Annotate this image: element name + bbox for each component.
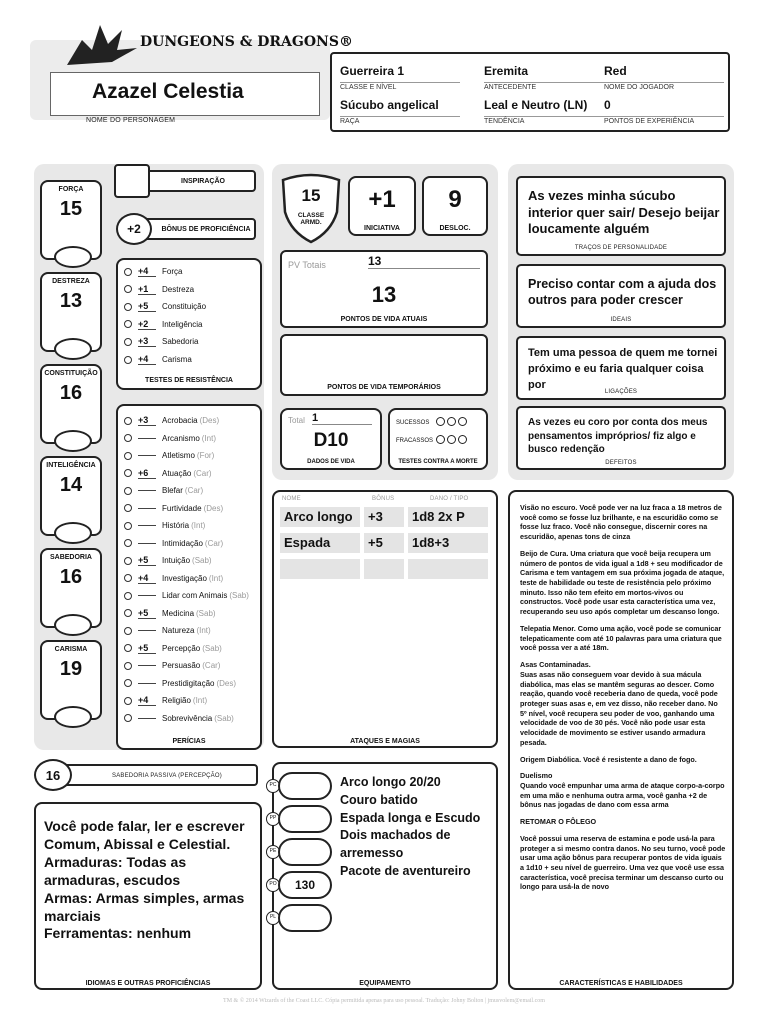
proficiency-dot[interactable] — [124, 452, 132, 460]
ability-modifier-oval[interactable] — [54, 706, 92, 728]
ability-score: 19 — [59, 658, 83, 680]
saving-throw-row[interactable] — [118, 263, 260, 280]
ideals-text: Preciso contar com a ajuda dos outros para poder crescer — [528, 277, 717, 308]
proficiency-dot[interactable] — [124, 303, 132, 311]
attack-bonus[interactable]: +3 — [364, 507, 404, 527]
attack-damage[interactable]: 1d8 2x P — [408, 507, 488, 527]
hit-points-box[interactable] — [280, 250, 488, 328]
personality-traits-text: As vezes minha súcubo interior quer sair/ Desejo beijar loucamente alguém — [528, 188, 720, 237]
proficiency-dot[interactable] — [124, 338, 132, 346]
class-level-label: CLASSE E NÍVEL — [340, 82, 460, 91]
attack-name[interactable]: Arco longo — [280, 507, 360, 527]
ability-box-5[interactable] — [40, 640, 102, 720]
saving-throws-title: TESTES DE RESISTÊNCIA — [145, 377, 233, 384]
death-success-circles[interactable] — [436, 417, 467, 426]
skill-row[interactable] — [118, 570, 260, 587]
class-level-value[interactable]: Guerreira 1 — [340, 64, 405, 78]
skill-name: Acrobacia — [162, 416, 198, 425]
attacks-header-bonus: BÔNUS — [372, 496, 395, 502]
skill-mod: +5 — [138, 608, 156, 619]
ability-modifier-oval[interactable] — [54, 522, 92, 544]
coin-label: PL — [266, 911, 280, 925]
flaws-label: DEFEITOS — [605, 460, 637, 466]
skill-name: Atuação — [162, 468, 192, 478]
skill-name: Intuição — [162, 556, 191, 565]
saving-throw-name: Destreza — [162, 284, 195, 294]
saving-throw-name: Inteligência — [162, 319, 203, 329]
proficiency-dot[interactable] — [124, 487, 132, 495]
skill-name: Blefar — [162, 486, 183, 495]
ability-score: 16 — [59, 382, 83, 404]
speed-label: DESLOC. — [439, 225, 471, 232]
skill-name: Prestidigitação — [162, 678, 215, 688]
skill-name: Medicina — [162, 608, 195, 618]
armor-class-value: 15 — [301, 186, 321, 205]
feature-paragraph: Duelismo Quando você empunhar uma arma de ataque corpo-a-corpo em uma mão e nenhuma outra arma, você ganha +2 de bônus nas jogadas de dano com essa arma — [520, 771, 725, 810]
skill-row[interactable] — [118, 657, 260, 674]
skill-mod — [138, 455, 156, 456]
hit-dice-box[interactable] — [280, 408, 382, 470]
alignment-label: TENDÊNCIA — [484, 116, 604, 125]
hp-current-value[interactable]: 13 — [371, 282, 397, 307]
proficiency-dot[interactable] — [124, 644, 132, 652]
coin-label: PC — [266, 779, 280, 793]
ability-score: 13 — [59, 290, 83, 312]
skill-attribute: (Int) — [196, 626, 211, 635]
hit-dice-label: DADOS DE VIDA — [307, 459, 355, 465]
proficiency-dot[interactable] — [124, 679, 132, 687]
skill-attribute: (Des) — [216, 678, 237, 688]
skill-attribute: (Sab) — [196, 608, 216, 618]
skill-attribute: (Des) — [199, 416, 220, 425]
skill-name: Lidar com Animais — [162, 591, 228, 600]
alignment-value[interactable]: Leal e Neutro (LN) — [484, 98, 588, 112]
death-saves-label: TESTES CONTRA A MORTE — [398, 459, 478, 465]
skill-mod — [138, 508, 156, 509]
initiative-label: INICIATIVA — [364, 225, 400, 232]
proficiency-dot[interactable] — [124, 592, 132, 600]
skill-row[interactable] — [118, 517, 260, 534]
hit-dice-value[interactable]: D10 — [313, 430, 349, 451]
skill-mod — [138, 630, 156, 631]
bonds-text: Tem uma pessoa de quem me tornei próximo e eu faria qualquer coisa por — [528, 347, 718, 391]
skill-row[interactable] — [118, 465, 260, 482]
proficiency-dot[interactable] — [124, 539, 132, 547]
proficiency-dot[interactable] — [124, 504, 132, 512]
skill-attribute: (Car) — [193, 468, 212, 478]
death-saves-box — [388, 408, 488, 470]
skill-row[interactable] — [118, 535, 260, 552]
player-name-label: NOME DO JOGADOR — [604, 82, 724, 91]
skill-name: Atletismo — [162, 451, 195, 460]
coin-amount[interactable] — [278, 772, 332, 800]
proficiency-dot[interactable] — [124, 285, 132, 293]
attack-bonus[interactable] — [364, 559, 404, 579]
saving-throw-row[interactable] — [118, 281, 260, 298]
proficiency-label: BÔNUS DE PROFICIÊNCIA — [161, 226, 251, 233]
skill-row[interactable] — [118, 447, 260, 464]
bonds-box[interactable] — [516, 336, 726, 400]
saving-throw-mod: +4 — [138, 354, 156, 365]
skill-name: Sobrevivência — [162, 713, 213, 723]
ability-box-4[interactable] — [40, 548, 102, 628]
proficiency-dot[interactable] — [124, 320, 132, 328]
skill-mod — [138, 525, 156, 526]
hp-max-value[interactable]: 13 — [368, 254, 480, 269]
attacks-title: ATAQUES E MAGIAS — [350, 738, 420, 745]
skill-attribute: (Des) — [203, 503, 224, 513]
coin-amount[interactable] — [278, 904, 332, 932]
ability-modifier-oval[interactable] — [54, 338, 92, 360]
saving-throw-row[interactable] — [118, 298, 260, 315]
saving-throw-row[interactable] — [118, 333, 260, 350]
skill-attribute: (Int) — [208, 573, 224, 583]
equipment-text[interactable]: Arco longo 20/20 Couro batido Espada longa e Escudo Dois machados de arremesso Pacote de aventureiro — [340, 775, 481, 878]
skill-mod — [138, 490, 156, 491]
skill-name: Intimidação — [162, 538, 203, 548]
skill-mod — [138, 718, 156, 719]
proficiency-dot[interactable] — [124, 417, 132, 425]
bonds-label: LIGAÇÕES — [604, 389, 638, 395]
proficiency-dot[interactable] — [124, 356, 132, 364]
skill-attribute: (Sab) — [192, 556, 212, 565]
attack-name[interactable] — [280, 559, 360, 579]
skills-title: PERÍCIAS — [172, 738, 206, 745]
coin-amount[interactable]: 130 — [278, 871, 332, 899]
languages-title: IDIOMAS E OUTRAS PROFICIÊNCIAS — [85, 980, 211, 987]
coin-amount[interactable] — [278, 838, 332, 866]
coin-amount[interactable] — [278, 805, 332, 833]
ability-name: SABEDORIA — [49, 554, 92, 561]
skill-row[interactable] — [118, 500, 260, 517]
race-value[interactable]: Súcubo angelical — [340, 98, 439, 112]
coin-label: PO — [266, 878, 280, 892]
skill-name: Religião — [162, 696, 191, 705]
skill-mod: +4 — [138, 573, 156, 584]
speed-value: 9 — [448, 186, 462, 213]
ability-score: 14 — [59, 474, 83, 496]
skill-mod — [138, 665, 156, 666]
proficiency-dot[interactable] — [124, 714, 132, 722]
proficiency-dot[interactable] — [124, 522, 132, 530]
skill-mod — [138, 683, 156, 684]
hp-current-label: PONTOS DE VIDA ATUAIS — [340, 316, 428, 323]
ideals-box[interactable] — [516, 264, 726, 328]
flaws-box[interactable] — [516, 406, 726, 470]
death-success-label: SUCESSOS — [396, 420, 430, 426]
skill-mod: +3 — [138, 415, 156, 426]
skill-attribute: (Sab) — [202, 643, 222, 653]
xp-value[interactable]: 0 — [604, 98, 611, 112]
ability-box-0[interactable] — [40, 180, 102, 260]
attack-damage[interactable] — [408, 559, 488, 579]
hp-max-label: PV Totais — [288, 260, 326, 270]
passive-perception-box — [50, 764, 258, 786]
ability-modifier-oval[interactable] — [54, 430, 92, 452]
ability-box-2[interactable] — [40, 364, 102, 444]
inspiration-value[interactable] — [114, 164, 150, 198]
saving-throw-mod: +1 — [138, 284, 156, 295]
skill-mod: +5 — [138, 555, 156, 566]
personality-traits-box[interactable] — [516, 176, 726, 256]
ability-modifier-oval[interactable] — [54, 246, 92, 268]
armor-class-shield-icon[interactable] — [279, 172, 343, 244]
armor-class-label: CLASSE ARMD. — [297, 212, 325, 227]
skill-row[interactable] — [118, 587, 260, 604]
skill-row[interactable] — [118, 675, 260, 692]
hit-dice-total-label: Total — [288, 416, 305, 425]
skill-attribute: (Sab) — [229, 591, 249, 600]
proficiency-dot[interactable] — [124, 557, 132, 565]
saving-throw-mod: +4 — [138, 266, 156, 277]
skill-name: Percepção — [162, 643, 201, 653]
feature-paragraph: Origem Diabólica. Você é resistente a dano de fogo. — [520, 754, 697, 764]
skill-attribute: (For) — [196, 451, 215, 460]
saving-throw-mod: +2 — [138, 319, 156, 330]
skill-name: Furtividade — [162, 503, 202, 513]
ability-score: 15 — [59, 198, 83, 220]
ability-name: INTELIGÊNCIA — [46, 462, 96, 469]
proficiency-dot[interactable] — [124, 574, 132, 582]
flaws-text: As vezes eu coro por conta dos meus pensamentos impróprios/ fiz algo e busco redenção — [528, 417, 708, 455]
skill-name: Arcanismo — [162, 433, 200, 443]
ability-name: FORÇA — [58, 186, 84, 193]
game-logo: DUNGEONS & DRAGONS® — [140, 34, 353, 50]
feature-paragraph: RETOMAR O FÔLEGO — [520, 817, 597, 827]
saving-throw-row[interactable] — [118, 316, 260, 333]
skill-attribute: (Int) — [192, 696, 208, 705]
ability-name: CONSTITUIÇÃO — [44, 370, 98, 377]
languages-text[interactable]: Você pode falar, ler e escrever Comum, Abissal e Celestial. Armaduras: Todas as armaduras, escudos Armas: Armas simples, armas marciais Ferramentas: nenhum — [44, 818, 245, 942]
ability-name: DESTREZA — [52, 278, 90, 285]
footer-copyright: TM & © 2014 Wizards of the Coast LLC. Cópia permitida apenas para uso pessoal. Tradução: Johny Bolton | jmusvolem@email.com — [223, 998, 545, 1004]
skill-row[interactable] — [118, 482, 260, 499]
saving-throw-mod: +3 — [138, 336, 156, 347]
ability-name: CARISMA — [54, 646, 88, 653]
skill-row[interactable] — [118, 605, 260, 622]
skill-row[interactable] — [118, 430, 260, 447]
skill-row[interactable] — [118, 412, 260, 429]
saving-throw-name: Constituição — [162, 302, 207, 312]
skill-attribute: (Int) — [201, 433, 217, 443]
race-label: RAÇA — [340, 116, 460, 125]
proficiency-dot[interactable] — [124, 609, 132, 617]
skill-row[interactable] — [118, 640, 260, 657]
saving-throw-name: Carisma — [162, 355, 192, 364]
skill-mod: +6 — [138, 468, 156, 479]
skill-name: Investigação — [162, 573, 207, 583]
initiative-value: +1 — [368, 186, 396, 213]
hit-dice-total-value[interactable]: 1 — [312, 412, 372, 425]
equipment-title: EQUIPAMENTO — [359, 980, 411, 987]
skill-attribute: (Int) — [191, 521, 206, 530]
skill-row[interactable] — [118, 710, 260, 727]
skill-row[interactable] — [118, 622, 260, 639]
proficiency-dot[interactable] — [124, 627, 132, 635]
saving-throw-name: Força — [162, 267, 183, 276]
dragon-logo-icon — [62, 20, 142, 70]
skill-row[interactable] — [118, 552, 260, 569]
attack-damage[interactable]: 1d8+3 — [408, 533, 488, 553]
temp-hit-points-box[interactable] — [280, 334, 488, 396]
death-fail-circles[interactable] — [436, 435, 467, 444]
skill-name: Persuasão — [162, 661, 201, 670]
passive-perception-circle[interactable] — [34, 759, 72, 791]
feature-paragraph: Beijo de Cura. Uma criatura que você beija recupera um número de pontos de vida igual a 1d8 + seu modificador de Carisma e tem vantagem em sua próxima jogada de ataque, teste de habilidade ou teste de resistência pelo próximo minuto. Isso não tem efeito em mortos-vivos ou constructos. Você pode usar esta característica uma vez, recuperando seu uso após completar um descanso longo. — [520, 548, 725, 617]
proficiency-dot[interactable] — [124, 268, 132, 276]
skill-row[interactable] — [118, 692, 260, 709]
character-name-label: NOME DO PERSONAGEM — [86, 117, 176, 124]
passive-perception-label: SABEDORIA PASSIVA (PERCEPÇÃO) — [112, 773, 222, 779]
proficiency-value-circle[interactable] — [116, 213, 152, 245]
inspiration-label: INSPIRAÇÃO — [181, 178, 225, 185]
initiative-box[interactable] — [348, 176, 416, 236]
passive-perception-value: 16 — [45, 768, 61, 783]
skill-mod — [138, 543, 156, 544]
skill-mod — [138, 438, 156, 439]
skill-attribute: (Car) — [184, 486, 204, 495]
xp-label: PONTOS DE EXPERIÊNCIA — [604, 116, 724, 125]
ability-box-1[interactable] — [40, 272, 102, 352]
ability-modifier-oval[interactable] — [54, 614, 92, 636]
attacks-header-damage: DANO / TIPO — [430, 496, 469, 502]
skill-attribute: (Sab) — [214, 713, 234, 723]
background-label: ANTECEDENTE — [484, 82, 604, 91]
saving-throws-list — [118, 263, 260, 371]
coin-label: PE — [266, 845, 280, 859]
feature-paragraph: Você possui uma reserva de estamina e pode usá-la para proteger a si mesmo contra danos. No seu turno, você pode usar uma ação bônus para recuperar pontos de vida iguais a 1d10 + seu nível de guerreiro. Uma vez que você use essa característica, você precisa terminar um descanso curto ou longo para usá-la de novo — [520, 833, 726, 892]
ability-score: 16 — [59, 566, 83, 588]
proficiency-value: +2 — [127, 222, 141, 236]
speed-box[interactable] — [422, 176, 488, 236]
feature-paragraph: Telepatia Menor. Como uma ação, você pode se comunicar telepaticamente com até 10 palavras para uma criatura que você possa ver a até 18m. — [520, 623, 722, 653]
proficiency-dot[interactable] — [124, 697, 132, 705]
proficiency-dot[interactable] — [124, 662, 132, 670]
character-name[interactable]: Azazel Celestia — [92, 80, 244, 103]
attack-name[interactable]: Espada — [280, 533, 360, 553]
ideals-label: IDEAIS — [610, 317, 632, 323]
background-value[interactable]: Eremita — [484, 64, 529, 78]
hp-temp-label: PONTOS DE VIDA TEMPORÁRIOS — [327, 384, 441, 391]
skill-name: História — [162, 521, 190, 530]
player-name-value[interactable]: Red — [604, 64, 627, 78]
feature-paragraph: Asas Contaminadas. Suas asas não conseguem voar devido à sua mácula diabólica, mas elas se mantêm seguras ao descer. Como reação, quando você receberia dano de queda, você pode proteger suas asas e, em vez disso, não receber dano. No 5º nível, você recupera seu poder de voo, ganhando uma velocidade de voo de 30 pés. Você não pode usar esta velocidade de movimento se estiver usando armadura pesada. — [520, 660, 718, 747]
skill-attribute: (Car) — [202, 661, 221, 670]
saving-throw-row[interactable] — [118, 351, 260, 368]
attacks-header-name: NOME — [282, 496, 301, 502]
proficiency-dot[interactable] — [124, 434, 132, 442]
skill-mod: +4 — [138, 695, 156, 706]
personality-traits-label: TRAÇOS DE PERSONALIDADE — [574, 245, 668, 251]
coin-label: PP — [266, 812, 280, 826]
skill-name: Natureza — [162, 626, 195, 635]
attack-bonus[interactable]: +5 — [364, 533, 404, 553]
skill-mod — [138, 595, 156, 596]
features-text[interactable] — [520, 503, 726, 971]
skills-list — [118, 412, 260, 728]
saving-throw-mod: +5 — [138, 301, 156, 312]
death-fail-label: FRACASSOS — [396, 438, 434, 444]
skill-attribute: (Car) — [204, 538, 224, 548]
proficiency-dot[interactable] — [124, 469, 132, 477]
skill-mod: +5 — [138, 643, 156, 654]
saving-throw-name: Sabedoria — [162, 337, 199, 347]
ability-box-3[interactable] — [40, 456, 102, 536]
feature-paragraph: Visão no escuro. Você pode ver na luz fraca a 18 metros de você como se fosse luz brilhante, e na escuridão como se fosse luz fraco. Você não consegue, discernir cores na escuridão, apenas tons de cinza — [520, 503, 722, 542]
attacks-box — [272, 490, 498, 748]
features-title: CARACTERÍSTICAS E HABILIDADES — [559, 980, 683, 987]
